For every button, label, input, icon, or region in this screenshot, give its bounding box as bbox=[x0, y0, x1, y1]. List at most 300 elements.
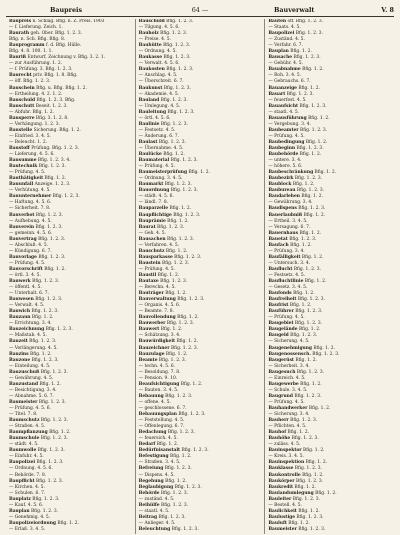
index-entry bbox=[139, 182, 262, 187]
index-entry bbox=[9, 352, 132, 357]
entry-headword: Baubehörde bbox=[268, 152, 299, 158]
entry-headword: Baumeister bbox=[9, 399, 38, 405]
entry-headword: Bauträger bbox=[138, 291, 164, 297]
entry-text: — Verhütung. 4. 5. bbox=[9, 188, 51, 194]
index-entry bbox=[139, 86, 262, 91]
entry-text: Bfig. 1. 2. bbox=[303, 448, 325, 454]
index-entry bbox=[268, 164, 391, 169]
entry-text: Bfig. 1. 2. bbox=[302, 472, 324, 478]
index-entry bbox=[139, 376, 262, 381]
index-entry bbox=[139, 158, 262, 163]
entry-text: Bfig. 1. 2. bbox=[157, 272, 180, 278]
entry-text: — Titel. 7. 8. bbox=[9, 412, 38, 418]
index-entry bbox=[9, 442, 132, 447]
entry-headword: Bebauungsplan bbox=[138, 412, 177, 418]
index-entry bbox=[268, 406, 391, 411]
entry-text: Bfig. 1. 2. bbox=[177, 315, 199, 321]
index-entry bbox=[268, 122, 391, 127]
entry-text: — Verwalt. 4. 5. 6. bbox=[138, 61, 180, 67]
entry-text: Bfig. 1. 2. 3. bbox=[295, 478, 324, 484]
entry-text: Entwurf, Zeichnung v. Bfig. 3. 2. 1. bbox=[27, 55, 106, 61]
entry-headword: Baulücke bbox=[138, 152, 162, 158]
entry-headword: Bauaufsicht bbox=[268, 103, 299, 109]
entry-headword: Bausparkasse bbox=[138, 254, 173, 260]
entry-text: — gemeinn. 4. 5. 6. bbox=[9, 230, 53, 236]
entry-headword: Bauriß bbox=[9, 55, 27, 61]
entry-headword: Baugeld bbox=[268, 333, 289, 339]
entry-text: Bfig. 1. 2. bbox=[289, 303, 312, 309]
entry-headword: Baukosten bbox=[138, 67, 165, 73]
entry-headword: Baumwolle bbox=[9, 448, 37, 454]
entry-text: — Überschreit. 6. 7. bbox=[138, 79, 184, 85]
entry-text: — Prüfung. 4. 5. bbox=[268, 133, 305, 139]
entry-headword: Baubeginn bbox=[268, 145, 296, 151]
entry-text: Bfig. 1. 2. bbox=[314, 170, 337, 176]
entry-headword: Bauzeit bbox=[9, 339, 28, 345]
index-entry bbox=[139, 140, 262, 145]
index-entry bbox=[268, 31, 391, 36]
entry-text: Bfig. 1. 2. bbox=[295, 357, 317, 363]
index-entry bbox=[139, 206, 262, 211]
entry-text: Bfig. 1. 2. 3. bbox=[157, 224, 185, 230]
index-entry bbox=[9, 382, 132, 387]
index-entry bbox=[9, 104, 132, 109]
index-entry bbox=[268, 503, 391, 508]
entry-text: Bfig. 1. 2. 3. bbox=[296, 369, 325, 375]
index-entry bbox=[268, 333, 391, 338]
index-entry bbox=[139, 382, 262, 387]
index-entry bbox=[268, 158, 391, 163]
index-entry bbox=[268, 388, 391, 393]
index-entry bbox=[139, 303, 262, 308]
entry-text: Bfig. 1. 2. 3. bbox=[178, 412, 206, 418]
index-entry bbox=[139, 515, 262, 520]
entry-headword: Bauvertrag bbox=[9, 236, 37, 242]
entry-headword: Baufach bbox=[268, 242, 289, 248]
entry-headword: Baukunst bbox=[138, 85, 163, 91]
index-entry bbox=[139, 346, 262, 351]
index-entry bbox=[139, 146, 262, 151]
entry-headword: Bauerlaubniß bbox=[268, 212, 303, 218]
entry-text: — örtl. 3. 4. 5. bbox=[9, 272, 41, 278]
entry-text: — Abfuhr. Bfig. 1. 2. bbox=[9, 109, 54, 115]
index-entry bbox=[268, 491, 391, 496]
entry-headword: Bedürfnisanstalt bbox=[138, 448, 181, 454]
index-entry bbox=[9, 170, 132, 175]
entry-text: — Kauf. 4. 5. 6. bbox=[9, 502, 44, 508]
entry-headword: Bauwert bbox=[138, 327, 160, 333]
index-entry bbox=[268, 442, 391, 447]
index-column-2 bbox=[136, 19, 266, 534]
entry-text: Bfig. 1. 2. 3. bbox=[164, 466, 192, 472]
index-entry bbox=[268, 182, 391, 187]
entry-headword: Baumeister bbox=[268, 526, 297, 532]
index-entry bbox=[9, 158, 132, 163]
entry-text: — Vergebung. 3. 4. bbox=[268, 121, 311, 127]
index-entry bbox=[268, 86, 391, 91]
entry-text: Bfig. 1. 2. bbox=[299, 230, 322, 236]
index-entry bbox=[268, 213, 391, 218]
index-entry bbox=[139, 460, 262, 465]
index-entry bbox=[268, 285, 391, 290]
entry-headword: Baulustige bbox=[268, 514, 295, 520]
entry-text: Bfig. 1. 2. bbox=[31, 315, 54, 321]
entry-text: — Genehmig. 4. 5. bbox=[9, 514, 51, 520]
entry-text: Bfig. 1. 2. 3. bbox=[170, 345, 199, 351]
index-entry bbox=[139, 73, 262, 78]
entry-text: Bfig. 1. 2. bbox=[176, 339, 198, 345]
entry-text: Bfig. 1. 2. 3. bbox=[163, 43, 191, 49]
header-right-keyword: Bauverwalt bbox=[274, 6, 315, 14]
index-entry bbox=[9, 291, 132, 296]
entry-text: Bfig. 1. 2. 3. bbox=[291, 436, 319, 442]
entry-text: — städt. 4. 5. bbox=[9, 442, 39, 448]
entry-text: — Gebühr. 4. 5. bbox=[268, 61, 303, 67]
index-entry bbox=[9, 25, 132, 30]
entry-text: — Beleucht. 1. 2. bbox=[9, 139, 48, 145]
index-entry bbox=[9, 206, 132, 211]
entry-text: Bfig. 1. 2. bbox=[305, 139, 328, 145]
entry-text: Bfig. 1. 2. bbox=[290, 242, 312, 248]
entry-text: Bfig. 1. 2. 3. bbox=[40, 369, 68, 375]
index-entry bbox=[9, 424, 132, 429]
index-entry bbox=[9, 454, 132, 459]
entry-text: Bfig. 1. 2. bbox=[165, 351, 188, 357]
index-entry bbox=[139, 67, 262, 72]
index-entry bbox=[9, 43, 132, 48]
entry-text: Bfig. 1. 2. bbox=[302, 67, 324, 73]
entry-text: Bfig. 1. 2. 3. bbox=[290, 333, 318, 339]
entry-headword: Bauschuld bbox=[138, 19, 165, 24]
entry-headword: Behörde bbox=[138, 490, 160, 496]
entry-text: Bfig. 1. 2. 3. bbox=[293, 55, 321, 61]
entry-text: — Prüfung. 4. 5. bbox=[268, 399, 305, 405]
index-entry bbox=[139, 122, 262, 127]
index-entry bbox=[9, 358, 132, 363]
entry-headword: Bauten bbox=[268, 19, 287, 24]
index-entry bbox=[9, 412, 132, 417]
index-entry bbox=[9, 79, 132, 84]
entry-text: — Verlängerung. 4. 5. bbox=[9, 345, 58, 351]
entry-text: — Verhängung. 1. 2. 3. bbox=[9, 121, 60, 127]
entry-text: Bfig. 1. 2. 3. bbox=[294, 176, 323, 182]
entry-text: Bfig. 1. 2. 3. bbox=[299, 103, 327, 109]
entry-headword: Beleuchtung bbox=[138, 526, 171, 532]
index-entry bbox=[268, 79, 391, 84]
index-entry bbox=[139, 231, 262, 236]
entry-text: — Aufhebung. 4. 5. bbox=[9, 218, 52, 224]
index-entry bbox=[268, 473, 391, 478]
entry-headword: Beitrag bbox=[138, 514, 158, 520]
entry-headword: Baufreiheit bbox=[268, 297, 297, 303]
entry-text: Bfig. 1. 2. bbox=[315, 490, 337, 496]
entry-headword: Bauinspektion bbox=[268, 460, 305, 466]
entry-text: — Behörde. 7. 8. bbox=[9, 472, 47, 478]
entry-text: Bfig. 1. 2. 3. bbox=[292, 496, 320, 502]
entry-text: Bfig. 1. 2. 3. bbox=[166, 67, 194, 73]
entry-text: Bfig. 1. 2. 3. bbox=[160, 97, 188, 103]
entry-headword: Baufonds bbox=[268, 291, 292, 297]
entry-text: Bfig. 1. 2. 3. bbox=[166, 321, 195, 327]
entry-text: Bfig. 1. 2. bbox=[287, 430, 310, 436]
entry-text: Bfig. 1. 2. bbox=[298, 327, 321, 333]
entry-text: Bfig. 1. 2. bbox=[44, 176, 67, 182]
index-entry bbox=[139, 176, 262, 181]
entry-text: — Ordnung. 4. 5. bbox=[138, 49, 177, 55]
index-entry bbox=[268, 92, 391, 97]
index-entry bbox=[268, 339, 391, 344]
entry-headword: Baubeamter bbox=[268, 127, 299, 133]
entry-headword: Befestigung bbox=[138, 454, 169, 460]
entry-headword: Baufrist bbox=[268, 303, 289, 309]
index-entry bbox=[139, 104, 262, 109]
index-entry bbox=[139, 339, 262, 344]
entry-text: Bfig. 1. 2. 3. bbox=[158, 139, 186, 145]
entry-text: — höhere. 5. 6. bbox=[268, 164, 303, 170]
index-entry bbox=[268, 436, 391, 441]
entry-text: — Ertheilung. 4. 2. 1. 2. bbox=[9, 91, 63, 97]
entry-text: Bfig. 1. 2. bbox=[163, 152, 185, 158]
entry-text: — Berechn. 4. 5. bbox=[138, 285, 176, 291]
index-entry bbox=[268, 364, 391, 369]
entry-headword: Bauprogramm bbox=[9, 43, 45, 49]
index-entry bbox=[268, 394, 391, 399]
index-entry bbox=[9, 61, 132, 66]
index-entry bbox=[139, 200, 262, 205]
entry-headword: Bautaxe bbox=[138, 279, 159, 285]
index-entry bbox=[139, 436, 262, 441]
entry-headword: Baupolizei bbox=[9, 460, 36, 466]
entry-headword: Baulinie bbox=[138, 121, 160, 127]
entry-text: — Prüfung. 4. 5. bbox=[138, 266, 175, 272]
index-entry bbox=[9, 73, 132, 78]
entry-headword: Baugesuch bbox=[268, 369, 296, 375]
entry-text: Bfig. 1. 2. 3. bbox=[35, 212, 63, 218]
entry-headword: Baugerüst bbox=[268, 357, 294, 363]
index-entry bbox=[9, 237, 132, 242]
entry-headword: Bauholz bbox=[138, 31, 159, 37]
entry-headword: Bauanzeige bbox=[268, 85, 297, 91]
index-entry bbox=[9, 86, 132, 91]
entry-text: — Lieferung. 4. 5. 6. bbox=[9, 152, 55, 158]
index-entry bbox=[139, 279, 262, 284]
index-entry bbox=[268, 466, 391, 471]
entry-text: Bfig. 1. 2. 3. bbox=[170, 188, 198, 194]
entry-text: Bfig. 1. 2. 3. bbox=[161, 502, 189, 508]
entry-text: n. Schlag. Bfig. n. Z. Preis. 1903 bbox=[32, 19, 105, 24]
index-entry bbox=[268, 249, 391, 254]
index-entry bbox=[139, 43, 262, 48]
entry-headword: Bauzaun bbox=[9, 315, 31, 321]
entry-text: Bfig. 4. 8. 100. 1. 1. bbox=[9, 49, 53, 55]
index-entry bbox=[9, 279, 132, 284]
index-entry bbox=[9, 309, 132, 314]
entry-text: Bfig. 1. 2. bbox=[288, 520, 310, 526]
entry-headword: Beamte bbox=[138, 357, 158, 363]
entry-text: Bfig. 1. 2. bbox=[305, 460, 328, 466]
index-entry bbox=[9, 503, 132, 508]
index-entry bbox=[139, 249, 262, 254]
index-entry bbox=[9, 267, 132, 272]
header-right bbox=[274, 6, 394, 14]
index-entry bbox=[9, 110, 132, 115]
index-entry bbox=[139, 466, 262, 471]
index-entry bbox=[139, 315, 262, 320]
entry-headword: Baurath bbox=[9, 31, 30, 37]
entry-text: — Gewährung. 3. 4. bbox=[268, 200, 313, 206]
index-entry bbox=[268, 479, 391, 484]
index-entry bbox=[9, 485, 132, 490]
entry-text: Bfig. 1. 2. 3. bbox=[177, 297, 205, 303]
index-entry bbox=[9, 116, 132, 121]
entry-text: Bfig. 1. 2. 3. bbox=[31, 309, 59, 315]
index-entry bbox=[268, 352, 391, 357]
index-entry bbox=[139, 110, 262, 115]
entry-text: — Gewährung. 4. 5. bbox=[9, 375, 54, 381]
entry-text: — Ertheil. 3. 4. 5. bbox=[268, 218, 308, 224]
entry-headword: Baugenehmigung bbox=[268, 345, 312, 351]
index-entry bbox=[268, 128, 391, 133]
entry-text: — Unterhalt. 6. 7. bbox=[9, 291, 49, 297]
index-entry bbox=[268, 430, 391, 435]
entry-text: Bfig. 1. 2. 3. bbox=[294, 393, 322, 399]
index-entry bbox=[139, 479, 262, 484]
entry-text: Bfig. u. Bfig. Bfig. 1. 2. bbox=[36, 85, 87, 91]
entry-headword: Baulast bbox=[138, 139, 158, 145]
entry-text: Sicherung. Bfig. 1. 2. bbox=[33, 127, 81, 133]
entry-text: Bfig. 1. 2. bbox=[313, 345, 335, 351]
entry-headword: Bauwürdigkeit bbox=[138, 339, 176, 345]
entry-text: Bfig. 1. 2. 3. bbox=[293, 266, 321, 272]
index-entry bbox=[268, 327, 391, 332]
index-entry bbox=[139, 31, 262, 36]
index-entry bbox=[9, 31, 132, 36]
index-entry bbox=[9, 466, 132, 471]
index-entry bbox=[139, 194, 262, 199]
entry-text: Bfig. 1. 2. bbox=[299, 152, 322, 158]
entry-text: — Sicherung. 4. 5. bbox=[268, 339, 310, 345]
entry-text: Bfig. 1. 2. 3. bbox=[161, 260, 190, 266]
entry-headword: Baumeisterprüfung bbox=[138, 170, 188, 176]
index-entry bbox=[9, 509, 132, 514]
entry-headword: Bauetat bbox=[268, 236, 288, 242]
entry-text: — Einteilung. 4. 5. bbox=[9, 363, 51, 369]
index-entry bbox=[139, 255, 262, 260]
entry-headword: Bauplatz bbox=[9, 496, 31, 502]
index-entry bbox=[268, 497, 391, 502]
entry-text: Bfig. 1. 2. 3. bbox=[296, 145, 324, 151]
entry-text: — Akademie. 4. 5. bbox=[138, 91, 180, 97]
entry-text: — Schätzung. 3. 4. bbox=[138, 333, 181, 339]
index-entry bbox=[9, 188, 132, 193]
entry-text: Bfig. 1. 2. 3. bbox=[296, 514, 324, 520]
entry-text: Bfig. 1. 2. bbox=[39, 381, 61, 387]
entry-text: Anzeige. 1. 2. 3. bbox=[34, 182, 71, 188]
index-entry bbox=[268, 424, 391, 429]
entry-text: Bfig. 1. 2. 3. bbox=[300, 127, 328, 133]
index-entry bbox=[9, 122, 132, 127]
index-entry bbox=[268, 460, 391, 465]
index-entry bbox=[268, 49, 391, 54]
index-entry bbox=[268, 104, 391, 109]
entry-text: — Prüfung. 4. 5. bbox=[9, 260, 46, 266]
entry-text: Bfig. 1. 2. bbox=[290, 49, 312, 55]
entry-text: Bfig. 1. 2. 3. bbox=[171, 526, 199, 532]
index-entry bbox=[139, 79, 262, 84]
index-entry bbox=[9, 67, 132, 72]
entry-headword: Baukredit bbox=[268, 484, 294, 490]
entry-headword: Bauführer bbox=[268, 309, 294, 315]
entry-text: Bfig. 1. 2. bbox=[294, 484, 316, 490]
entry-text: Bfig. 1. 2. 3. bbox=[163, 85, 191, 91]
index-entry bbox=[9, 418, 132, 423]
index-entry bbox=[9, 19, 132, 24]
entry-text: — Bestell. 4. 5. bbox=[268, 502, 302, 508]
index-entry bbox=[268, 261, 391, 266]
index-entry bbox=[139, 213, 262, 218]
entry-headword: Bauinspektor bbox=[268, 448, 302, 454]
entry-text: Bfig. 1. 2. 3. bbox=[37, 448, 65, 454]
index-entry bbox=[139, 273, 262, 278]
entry-headword: Bauflucht bbox=[268, 266, 293, 272]
entry-text: Bfig. 1. 2. bbox=[165, 291, 187, 297]
index-entry bbox=[139, 358, 262, 363]
entry-headword: Baumaterial bbox=[138, 158, 170, 164]
entry-headword: Bedarf bbox=[138, 442, 156, 448]
index-entry bbox=[139, 430, 262, 435]
entry-headword: Bauplan bbox=[9, 508, 30, 514]
entry-text: — öffentl. 4. 5. bbox=[9, 285, 42, 291]
entry-text: — Preise. 4. 5. bbox=[138, 37, 171, 43]
index-entry bbox=[268, 321, 391, 326]
entry-headword: Bedachung bbox=[138, 430, 167, 436]
entry-text: — Versagung. 6. 7. bbox=[268, 224, 311, 230]
index-entry bbox=[268, 194, 391, 199]
index-entry bbox=[9, 92, 132, 97]
index-entry bbox=[139, 448, 262, 453]
entry-headword: Bauverein bbox=[9, 224, 35, 230]
index-entry bbox=[139, 364, 262, 369]
index-entry bbox=[268, 297, 391, 302]
entry-headword: Beihülfe bbox=[138, 502, 160, 508]
entry-text: — Übernahme. 4. 5. bbox=[138, 145, 184, 151]
entry-text: Bfig. 1. 2. bbox=[188, 170, 210, 176]
entry-headword: Baumschule bbox=[9, 436, 40, 442]
entry-text: — Bauten. 3. 4. 5. bbox=[138, 387, 179, 393]
index-entry bbox=[9, 194, 132, 199]
entry-headword: Bauernhaus bbox=[268, 230, 299, 236]
entry-text: Bfig. 1. 2. 3. bbox=[167, 109, 195, 115]
entry-text: Bfig. 1. 2. 3. bbox=[174, 254, 202, 260]
index-entry bbox=[268, 146, 391, 151]
entry-headword: Bauplan bbox=[268, 49, 289, 55]
index-entry bbox=[139, 116, 262, 121]
entry-text: — Festsetz. 4. 5. bbox=[268, 272, 306, 278]
header-page-number: 64 — bbox=[191, 6, 209, 14]
entry-text: Bfig. 1. 2. 3. bbox=[174, 484, 202, 490]
entry-text: — Abschluß. 4. 5. bbox=[9, 242, 49, 248]
index-entry bbox=[139, 237, 262, 242]
entry-text: — örtl. 4. 5. 6. bbox=[138, 115, 171, 121]
index-entry bbox=[9, 176, 132, 181]
index-entry bbox=[268, 25, 391, 30]
entry-text: — Festsetz. 4. 5. bbox=[138, 127, 176, 133]
index-entry bbox=[139, 473, 262, 478]
entry-text: — Anschlag. 4. 5. bbox=[138, 73, 178, 79]
index-entry bbox=[9, 146, 132, 151]
index-entry bbox=[9, 376, 132, 381]
entry-headword: Baukörper bbox=[268, 478, 295, 484]
